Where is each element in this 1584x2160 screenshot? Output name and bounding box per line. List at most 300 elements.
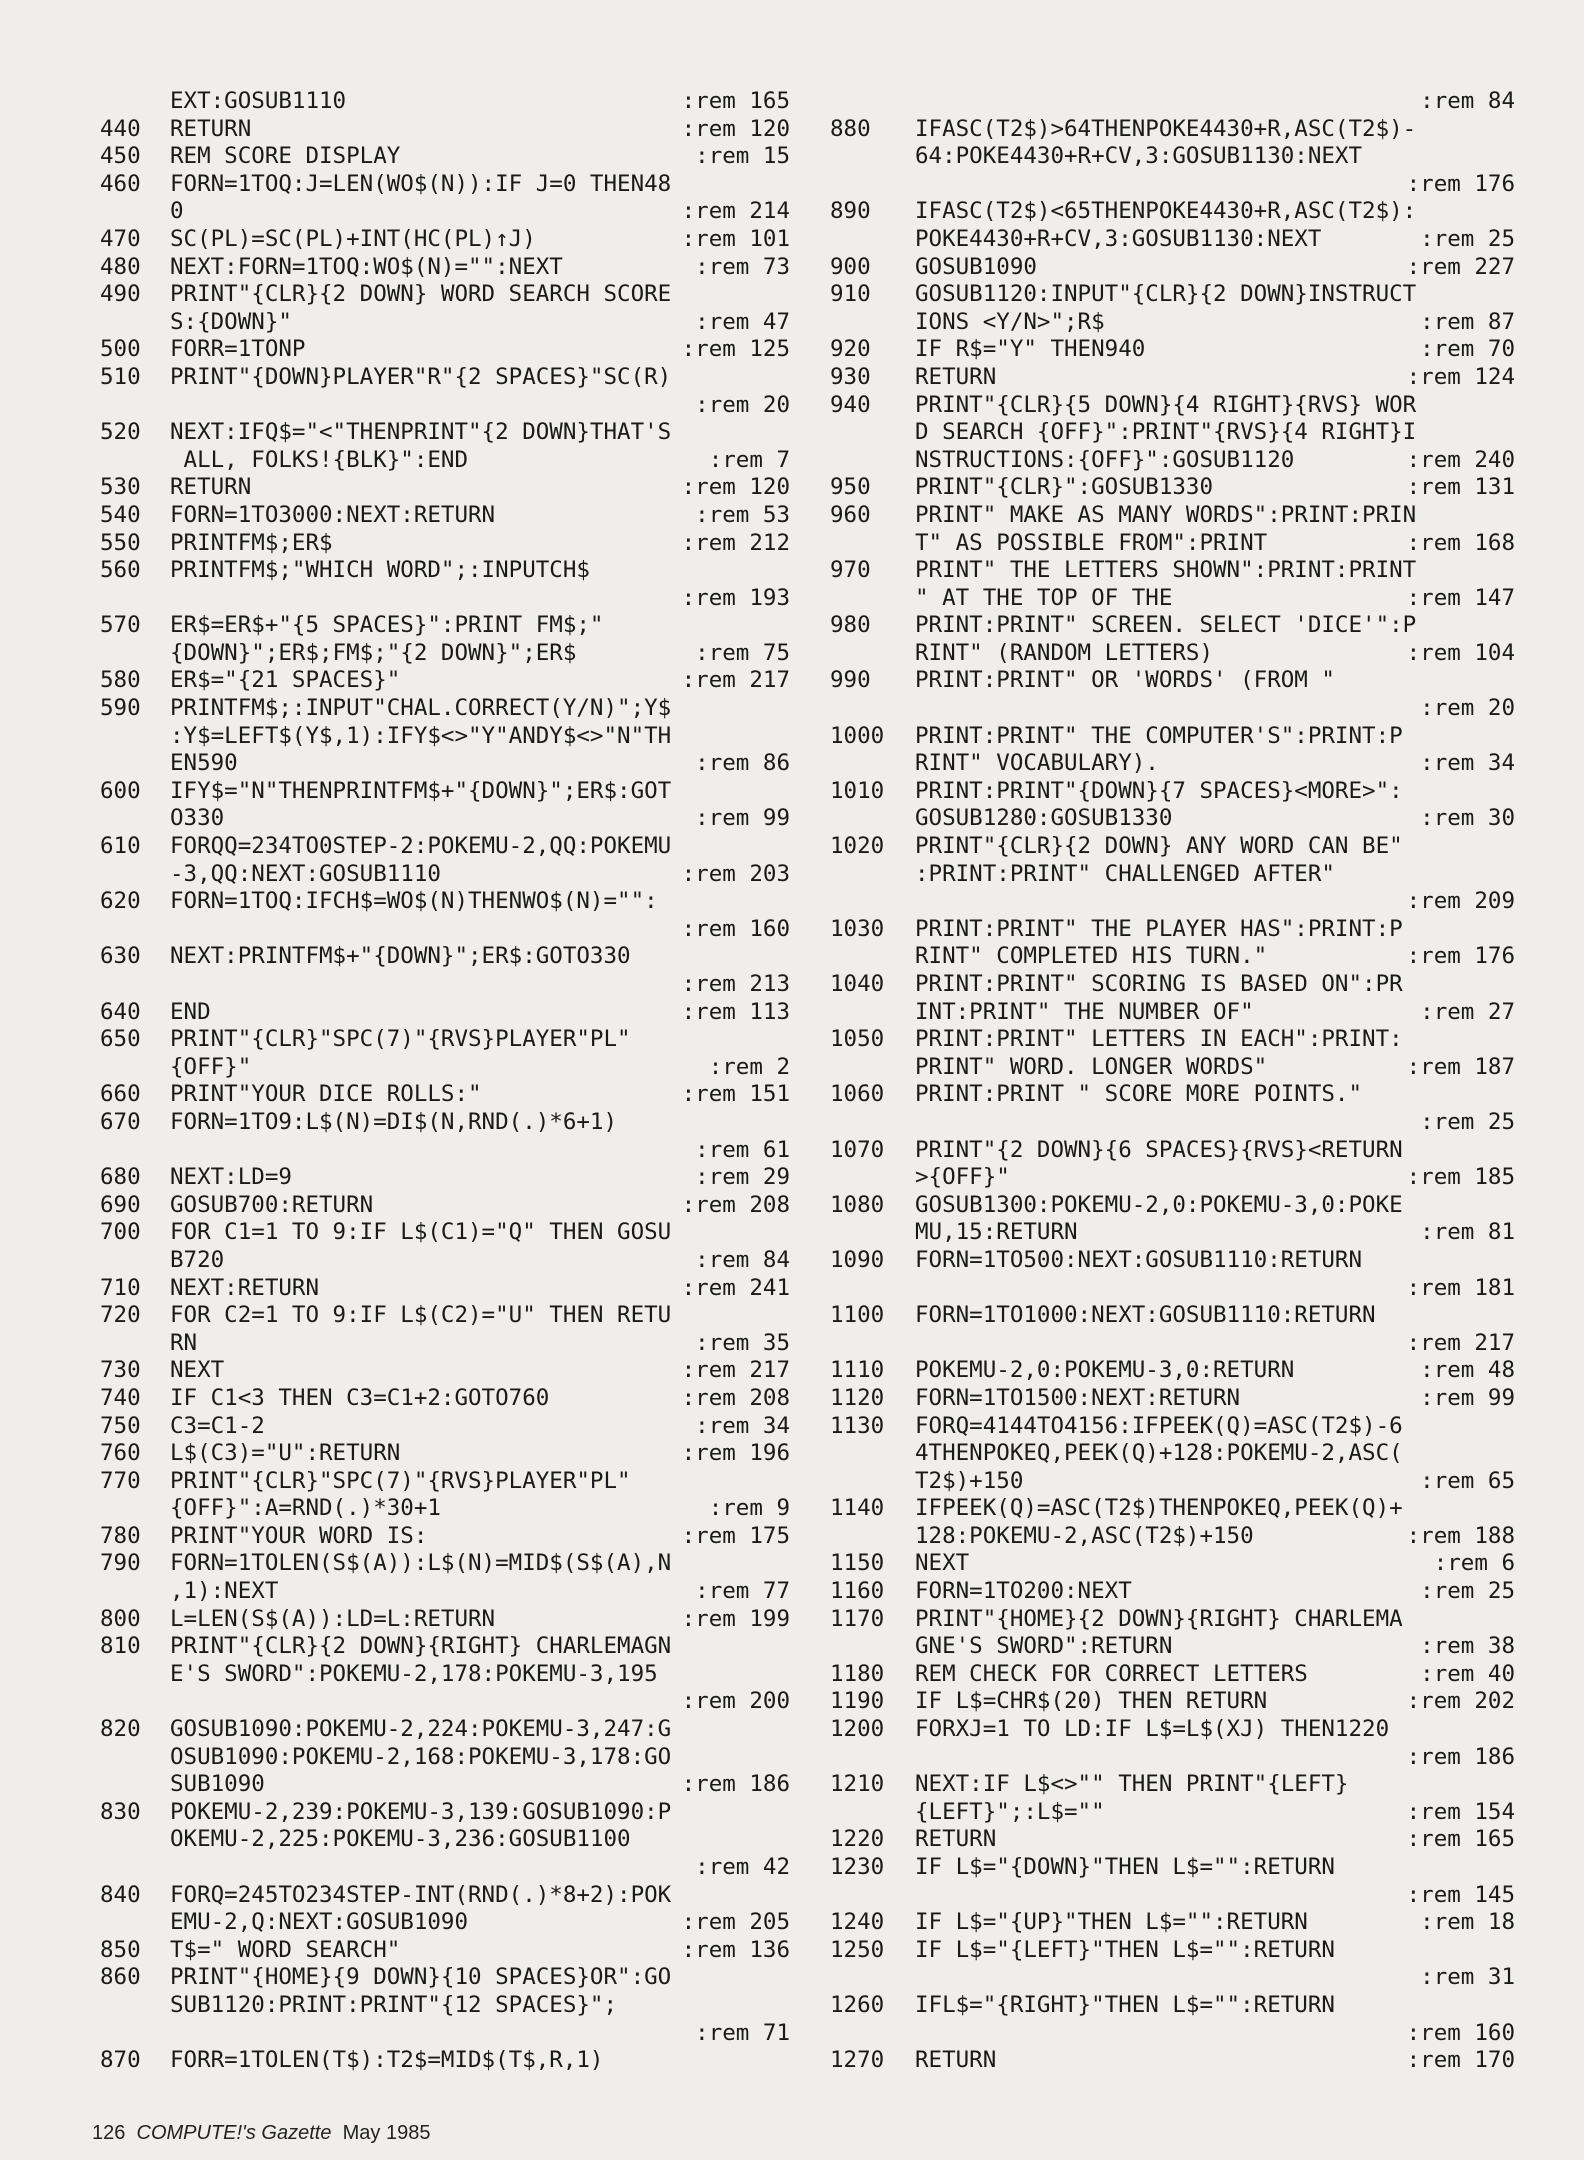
line-number: 700 bbox=[100, 1219, 141, 1246]
code-text: FOR C2=1 TO 9:IF L$(C2)="U" THEN RETU bbox=[170, 1302, 672, 1329]
code-line bbox=[100, 1219, 790, 1247]
code-text: REM CHECK FOR CORRECT LETTERS bbox=[915, 1660, 1308, 1687]
code-line bbox=[830, 447, 1515, 475]
code-line bbox=[100, 1992, 790, 2020]
line-number: 460 bbox=[100, 170, 141, 197]
code-line bbox=[830, 1357, 1515, 1385]
code-line bbox=[830, 612, 1515, 640]
line-number: 890 bbox=[830, 198, 871, 225]
code-line bbox=[830, 254, 1515, 282]
checksum-rem: :rem 87 bbox=[1420, 308, 1515, 335]
code-line bbox=[830, 833, 1515, 861]
code-line bbox=[830, 1468, 1515, 1496]
code-line bbox=[830, 336, 1515, 364]
code-text: RETURN bbox=[170, 474, 252, 501]
code-line bbox=[100, 1302, 790, 1330]
code-text: END bbox=[170, 998, 211, 1025]
line-number: 490 bbox=[100, 281, 141, 308]
code-text: FORN=1TOLEN(S$(A)):L$(N)=MID$(S$(A),N bbox=[170, 1550, 672, 1577]
checksum-rem: :rem 217 bbox=[681, 667, 790, 694]
code-line bbox=[830, 143, 1515, 171]
code-line bbox=[830, 778, 1515, 806]
code-text: FORN=1TOQ:J=LEN(WO$(N)):IF J=0 THEN48 bbox=[170, 170, 672, 197]
line-number: 600 bbox=[100, 777, 141, 804]
checksum-rem: :rem 25 bbox=[1420, 1108, 1515, 1135]
code-text: GOSUB1300:POKEMU-2,0:POKEMU-3,0:POKE bbox=[915, 1191, 1403, 1218]
code-line bbox=[830, 1495, 1515, 1523]
line-number: 780 bbox=[100, 1522, 141, 1549]
checksum-rem: :rem 65 bbox=[1420, 1467, 1515, 1494]
code-line bbox=[100, 254, 790, 282]
code-text: ALL, FOLKS!{BLK}":END bbox=[170, 446, 469, 473]
code-text: IFASC(T2$)>64THENPOKE4430+R,ASC(T2$)- bbox=[915, 115, 1417, 142]
code-line bbox=[100, 2047, 790, 2075]
checksum-rem: :rem 145 bbox=[1406, 1881, 1515, 1908]
checksum-rem: :rem 212 bbox=[681, 529, 790, 556]
code-text: D SEARCH {OFF}":PRINT"{RVS}{4 RIGHT}I bbox=[915, 419, 1417, 446]
code-text: SC(PL)=SC(PL)+INT(HC(PL)↑J) bbox=[170, 225, 536, 252]
code-line bbox=[100, 1771, 790, 1799]
checksum-rem: :rem 165 bbox=[1406, 1826, 1515, 1853]
code-line bbox=[830, 1026, 1515, 1054]
code-line bbox=[830, 281, 1515, 309]
code-text: :PRINT:PRINT" CHALLENGED AFTER" bbox=[915, 860, 1335, 887]
code-line bbox=[830, 1330, 1515, 1358]
checksum-rem: :rem 185 bbox=[1406, 1164, 1515, 1191]
code-line bbox=[100, 861, 790, 889]
line-number: 760 bbox=[100, 1440, 141, 1467]
checksum-rem: :rem 70 bbox=[1420, 336, 1515, 363]
code-text: T$=" WORD SEARCH" bbox=[170, 1936, 401, 1963]
code-line bbox=[830, 1688, 1515, 1716]
code-line bbox=[830, 1771, 1515, 1799]
code-text: PRINT"{CLR}{2 DOWN} ANY WORD CAN BE" bbox=[915, 833, 1403, 860]
code-text: GOSUB1090:POKEMU-2,224:POKEMU-3,247:G bbox=[170, 1716, 672, 1743]
checksum-rem: :rem 187 bbox=[1406, 1053, 1515, 1080]
code-text: FORQ=4144TO4156:IFPEEK(Q)=ASC(T2$)-6 bbox=[915, 1412, 1403, 1439]
checksum-rem: :rem 6 bbox=[1433, 1550, 1515, 1577]
code-line bbox=[830, 1744, 1515, 1772]
code-line bbox=[100, 281, 790, 309]
line-number: 900 bbox=[830, 253, 871, 280]
code-text: PRINT"{CLR}{2 DOWN} WORD SEARCH SCORE bbox=[170, 281, 672, 308]
code-text: NEXT:RETURN bbox=[170, 1274, 320, 1301]
code-text: PRINT:PRINT" OR 'WORDS' (FROM " bbox=[915, 667, 1335, 694]
checksum-rem: :rem 136 bbox=[681, 1936, 790, 1963]
checksum-rem: :rem 38 bbox=[1420, 1633, 1515, 1660]
code-line bbox=[830, 1606, 1515, 1634]
code-text: POKEMU-2,239:POKEMU-3,139:GOSUB1090:P bbox=[170, 1798, 672, 1825]
code-text: RN bbox=[170, 1329, 198, 1356]
line-number: 930 bbox=[830, 363, 871, 390]
line-number: 1100 bbox=[830, 1302, 885, 1329]
code-line bbox=[830, 557, 1515, 585]
code-line bbox=[830, 943, 1515, 971]
code-text: {LEFT}";:L$="" bbox=[915, 1798, 1105, 1825]
line-number: 830 bbox=[100, 1798, 141, 1825]
line-number: 470 bbox=[100, 225, 141, 252]
checksum-rem: :rem 205 bbox=[681, 1909, 790, 1936]
code-line bbox=[830, 1413, 1515, 1441]
line-number: 950 bbox=[830, 474, 871, 501]
code-text: NEXT bbox=[915, 1550, 970, 1577]
code-line bbox=[830, 1523, 1515, 1551]
checksum-rem: :rem 160 bbox=[681, 915, 790, 942]
code-text: OSUB1090:POKEMU-2,168:POKEMU-3,178:GO bbox=[170, 1743, 672, 1770]
checksum-rem: :rem 9 bbox=[708, 1495, 790, 1522]
checksum-rem: :rem 217 bbox=[681, 1357, 790, 1384]
line-number: 980 bbox=[830, 612, 871, 639]
code-line bbox=[100, 1799, 790, 1827]
code-line bbox=[100, 1054, 790, 1082]
line-number: 740 bbox=[100, 1384, 141, 1411]
code-line bbox=[830, 88, 1515, 116]
code-text: IFY$="N"THENPRINTFM$+"{DOWN}";ER$:GOT bbox=[170, 777, 672, 804]
checksum-rem: :rem 34 bbox=[695, 1412, 790, 1439]
checksum-rem: :rem 31 bbox=[1420, 1964, 1515, 1991]
line-number: 800 bbox=[100, 1605, 141, 1632]
code-line bbox=[830, 1992, 1515, 2020]
line-number: 590 bbox=[100, 695, 141, 722]
checksum-rem: :rem 209 bbox=[1406, 888, 1515, 915]
code-text: PRINT"{CLR}"SPC(7)"{RVS}PLAYER"PL" bbox=[170, 1467, 631, 1494]
line-number: 1170 bbox=[830, 1605, 885, 1632]
line-number: 450 bbox=[100, 143, 141, 170]
code-text: " AT THE TOP OF THE bbox=[915, 584, 1173, 611]
code-text: GNE'S SWORD":RETURN bbox=[915, 1633, 1173, 1660]
code-line bbox=[100, 888, 790, 916]
code-line bbox=[830, 392, 1515, 420]
code-text: INT:PRINT" THE NUMBER OF" bbox=[915, 998, 1254, 1025]
line-number: 840 bbox=[100, 1881, 141, 1908]
checksum-rem: :rem 99 bbox=[1420, 1384, 1515, 1411]
code-text: T2$)+150 bbox=[915, 1467, 1024, 1494]
code-text: PRINT"{HOME}{9 DOWN}{10 SPACES}OR":GO bbox=[170, 1964, 672, 1991]
line-number: 1020 bbox=[830, 833, 885, 860]
code-line bbox=[100, 916, 790, 944]
code-text: >{OFF}" bbox=[915, 1164, 1010, 1191]
code-line bbox=[830, 2047, 1515, 2075]
code-text: IFASC(T2$)<65THENPOKE4430+R,ASC(T2$): bbox=[915, 198, 1417, 225]
code-text: FORN=1TOQ:IFCH$=WO$(N)THENWO$(N)="": bbox=[170, 888, 658, 915]
code-line bbox=[830, 1275, 1515, 1303]
line-number: 1240 bbox=[830, 1909, 885, 1936]
line-number: 1030 bbox=[830, 915, 885, 942]
line-number: 580 bbox=[100, 667, 141, 694]
code-text: RINT" VOCABULARY). bbox=[915, 750, 1159, 777]
checksum-rem: :rem 120 bbox=[681, 474, 790, 501]
checksum-rem: :rem 186 bbox=[1406, 1743, 1515, 1770]
code-text: PRINT:PRINT" SCREEN. SELECT 'DICE'":P bbox=[915, 612, 1417, 639]
code-line bbox=[830, 1909, 1515, 1937]
code-text: IF L$=CHR$(20) THEN RETURN bbox=[915, 1688, 1268, 1715]
checksum-rem: :rem 113 bbox=[681, 998, 790, 1025]
code-line bbox=[830, 1440, 1515, 1468]
code-text: PRINT"{CLR}":GOSUB1330 bbox=[915, 474, 1214, 501]
code-text: E'S SWORD":POKEMU-2,178:POKEMU-3,195 bbox=[170, 1660, 658, 1687]
line-number: 690 bbox=[100, 1191, 141, 1218]
checksum-rem: :rem 104 bbox=[1406, 639, 1515, 666]
code-line bbox=[100, 474, 790, 502]
code-line bbox=[100, 1716, 790, 1744]
code-line bbox=[830, 1826, 1515, 1854]
code-text: PRINT:PRINT" SCORING IS BASED ON":PR bbox=[915, 971, 1403, 997]
page-footer bbox=[92, 2122, 430, 2145]
code-text: POKEMU-2,0:POKEMU-3,0:RETURN bbox=[915, 1357, 1295, 1384]
line-number: 960 bbox=[830, 501, 871, 528]
code-line bbox=[100, 1164, 790, 1192]
code-line bbox=[100, 1413, 790, 1441]
checksum-rem: :rem 61 bbox=[695, 1136, 790, 1163]
code-text: FORN=1TO1500:NEXT:RETURN bbox=[915, 1384, 1241, 1411]
code-line bbox=[100, 640, 790, 668]
line-number: 550 bbox=[100, 529, 141, 556]
line-number: 1160 bbox=[830, 1578, 885, 1605]
checksum-rem: :rem 7 bbox=[708, 446, 790, 473]
code-line bbox=[830, 1192, 1515, 1220]
checksum-rem: :rem 200 bbox=[681, 1688, 790, 1715]
line-number: 620 bbox=[100, 888, 141, 915]
code-text: FORN=1TO1000:NEXT:GOSUB1110:RETURN bbox=[915, 1302, 1376, 1329]
code-text: PRINT" WORD. LONGER WORDS" bbox=[915, 1053, 1268, 1080]
code-line bbox=[830, 667, 1515, 695]
code-text: 64:POKE4430+R+CV,3:GOSUB1130:NEXT bbox=[915, 143, 1363, 170]
line-number: 540 bbox=[100, 501, 141, 528]
code-line bbox=[830, 723, 1515, 751]
code-text: FORQQ=234TO0STEP-2:POKEMU-2,QQ:POKEMU bbox=[170, 833, 672, 860]
code-text: C3=C1-2 bbox=[170, 1412, 265, 1439]
line-number: 970 bbox=[830, 557, 871, 584]
listing-column-right bbox=[830, 88, 1515, 2075]
code-text: PRINTFM$;:INPUT"CHAL.CORRECT(Y/N)";Y$ bbox=[170, 695, 672, 722]
code-text: PRINT"{HOME}{2 DOWN}{RIGHT} CHARLEMA bbox=[915, 1605, 1403, 1632]
line-number: 1180 bbox=[830, 1660, 885, 1687]
line-number: 1110 bbox=[830, 1357, 885, 1384]
line-number: 1070 bbox=[830, 1136, 885, 1163]
line-number: 530 bbox=[100, 474, 141, 501]
code-text: POKE4430+R+CV,3:GOSUB1130:NEXT bbox=[915, 225, 1322, 252]
checksum-rem: :rem 199 bbox=[681, 1605, 790, 1632]
checksum-rem: :rem 241 bbox=[681, 1274, 790, 1301]
code-text: MU,15:RETURN bbox=[915, 1219, 1078, 1246]
code-text: RETURN bbox=[915, 363, 997, 390]
line-number: 790 bbox=[100, 1550, 141, 1577]
checksum-rem: :rem 208 bbox=[681, 1384, 790, 1411]
code-text: T" AS POSSIBLE FROM":PRINT bbox=[915, 529, 1268, 556]
code-text: IF L$="{DOWN}"THEN L$="":RETURN bbox=[915, 1854, 1335, 1880]
code-line bbox=[100, 1468, 790, 1496]
line-number: 650 bbox=[100, 1026, 141, 1053]
line-number: 820 bbox=[100, 1716, 141, 1743]
checksum-rem: :rem 40 bbox=[1420, 1660, 1515, 1687]
line-number: 630 bbox=[100, 943, 141, 970]
checksum-rem: :rem 151 bbox=[681, 1081, 790, 1108]
checksum-rem: :rem 18 bbox=[1420, 1909, 1515, 1936]
code-text: NEXT:PRINTFM$+"{DOWN}";ER$:GOTO330 bbox=[170, 943, 631, 970]
code-text: {DOWN}";ER$;FM$;"{2 DOWN}";ER$ bbox=[170, 639, 577, 666]
line-number: 1140 bbox=[830, 1495, 885, 1522]
line-number: 1200 bbox=[830, 1716, 885, 1743]
code-line bbox=[100, 364, 790, 392]
line-number: 1040 bbox=[830, 971, 885, 997]
code-text: PRINT:PRINT " SCORE MORE POINTS." bbox=[915, 1081, 1363, 1108]
code-line bbox=[100, 1688, 790, 1716]
code-line bbox=[830, 1302, 1515, 1330]
code-text: 0 bbox=[170, 198, 184, 225]
code-line bbox=[100, 1661, 790, 1689]
code-line bbox=[100, 1247, 790, 1275]
code-line bbox=[100, 943, 790, 971]
code-line bbox=[100, 1026, 790, 1054]
checksum-rem: :rem 73 bbox=[695, 253, 790, 280]
code-text: IF C1<3 THEN C3=C1+2:GOTO760 bbox=[170, 1384, 550, 1411]
line-number: 670 bbox=[100, 1108, 141, 1135]
code-text: IONS <Y/N>";R$ bbox=[915, 308, 1105, 335]
checksum-rem: :rem 203 bbox=[681, 860, 790, 887]
line-number: 860 bbox=[100, 1964, 141, 1991]
checksum-rem: :rem 125 bbox=[681, 336, 790, 363]
checksum-rem: :rem 99 bbox=[695, 805, 790, 832]
line-number: 1150 bbox=[830, 1550, 885, 1577]
code-line bbox=[830, 171, 1515, 199]
checksum-rem: :rem 120 bbox=[681, 115, 790, 142]
code-line bbox=[100, 1633, 790, 1661]
checksum-rem: :rem 27 bbox=[1420, 998, 1515, 1025]
code-text: FORN=1TO3000:NEXT:RETURN bbox=[170, 501, 496, 528]
checksum-rem: :rem 75 bbox=[695, 639, 790, 666]
code-line bbox=[830, 1578, 1515, 1606]
checksum-rem: :rem 188 bbox=[1406, 1522, 1515, 1549]
code-text: IF R$="Y" THEN940 bbox=[915, 336, 1146, 363]
code-text: EXT:GOSUB1110 bbox=[170, 88, 347, 114]
checksum-rem: :rem 20 bbox=[1420, 695, 1515, 722]
code-text: PRINT"{CLR}"SPC(7)"{RVS}PLAYER"PL" bbox=[170, 1026, 631, 1053]
checksum-rem: :rem 35 bbox=[695, 1329, 790, 1356]
code-line bbox=[100, 585, 790, 613]
code-line bbox=[100, 1192, 790, 1220]
code-line bbox=[100, 1964, 790, 1992]
issue-date: May 1985 bbox=[342, 2122, 431, 2144]
code-text: PRINTFM$;ER$ bbox=[170, 529, 333, 556]
magazine-title: COMPUTE!'s Gazette bbox=[136, 2122, 332, 2144]
code-line bbox=[830, 1882, 1515, 1910]
code-text: NSTRUCTIONS:{OFF}":GOSUB1120 bbox=[915, 446, 1295, 473]
code-text: O330 bbox=[170, 805, 225, 832]
line-number: 560 bbox=[100, 557, 141, 584]
code-text: L=LEN(S$(A)):LD=L:RETURN bbox=[170, 1605, 496, 1632]
checksum-rem: :rem 208 bbox=[681, 1191, 790, 1218]
code-text: PRINT:PRINT" LETTERS IN EACH":PRINT: bbox=[915, 1026, 1403, 1053]
checksum-rem: :rem 77 bbox=[695, 1578, 790, 1605]
code-line bbox=[830, 474, 1515, 502]
code-text: PRINT"YOUR WORD IS: bbox=[170, 1522, 428, 1549]
code-text: FORN=1TO500:NEXT:GOSUB1110:RETURN bbox=[915, 1246, 1363, 1273]
checksum-rem: :rem 124 bbox=[1406, 363, 1515, 390]
checksum-rem: :rem 71 bbox=[695, 2019, 790, 2046]
code-text: ER$=ER$+"{5 SPACES}":PRINT FM$;" bbox=[170, 612, 604, 639]
checksum-rem: :rem 30 bbox=[1420, 805, 1515, 832]
code-text: NEXT:IF L$<>"" THEN PRINT"{LEFT} bbox=[915, 1771, 1349, 1798]
line-number: 680 bbox=[100, 1164, 141, 1191]
checksum-rem: :rem 20 bbox=[695, 391, 790, 418]
code-text: IFPEEK(Q)=ASC(T2$)THENPOKEQ,PEEK(Q)+ bbox=[915, 1495, 1403, 1522]
line-number: 1050 bbox=[830, 1026, 885, 1053]
code-line bbox=[830, 916, 1515, 944]
code-text: FORN=1TO9:L$(N)=DI$(N,RND(.)*6+1) bbox=[170, 1108, 618, 1135]
line-number: 1190 bbox=[830, 1688, 885, 1715]
checksum-rem: :rem 86 bbox=[695, 750, 790, 777]
code-line bbox=[100, 336, 790, 364]
code-text: {OFF}":A=RND(.)*30+1 bbox=[170, 1495, 441, 1522]
code-line bbox=[100, 530, 790, 558]
checksum-rem: :rem 25 bbox=[1420, 225, 1515, 252]
checksum-rem: :rem 217 bbox=[1406, 1329, 1515, 1356]
code-text: 4THENPOKEQ,PEEK(Q)+128:POKEMU-2,ASC( bbox=[915, 1440, 1403, 1467]
checksum-rem: :rem 53 bbox=[695, 501, 790, 528]
code-line bbox=[100, 2020, 790, 2048]
code-text: NEXT:FORN=1TOQ:WO$(N)="":NEXT bbox=[170, 253, 563, 280]
code-line bbox=[100, 1854, 790, 1882]
code-text: PRINT" THE LETTERS SHOWN":PRINT:PRINT bbox=[915, 557, 1417, 584]
code-text: IFL$="{RIGHT}"THEN L$="":RETURN bbox=[915, 1991, 1335, 2018]
line-number: 1230 bbox=[830, 1854, 885, 1880]
code-text: PRINT:PRINT" THE COMPUTER'S":PRINT:P bbox=[915, 722, 1403, 749]
code-text: PRINT"{CLR}{5 DOWN}{4 RIGHT}{RVS} WOR bbox=[915, 391, 1417, 418]
line-number: 440 bbox=[100, 115, 141, 142]
code-text: RETURN bbox=[915, 1826, 997, 1853]
code-line bbox=[100, 750, 790, 778]
code-line bbox=[100, 723, 790, 751]
code-line bbox=[830, 695, 1515, 723]
code-line bbox=[100, 1937, 790, 1965]
code-line bbox=[100, 971, 790, 999]
checksum-rem: :rem 175 bbox=[681, 1522, 790, 1549]
checksum-rem: :rem 240 bbox=[1406, 446, 1515, 473]
code-line bbox=[100, 1606, 790, 1634]
code-line bbox=[100, 1275, 790, 1303]
line-number: 750 bbox=[100, 1412, 141, 1439]
code-line bbox=[830, 640, 1515, 668]
code-text: S:{DOWN}" bbox=[170, 308, 292, 335]
code-text: PRINT:PRINT" THE PLAYER HAS":PRINT:P bbox=[915, 915, 1403, 942]
checksum-rem: :rem 181 bbox=[1406, 1274, 1515, 1301]
code-line bbox=[830, 1164, 1515, 1192]
code-text: FORXJ=1 TO LD:IF L$=L$(XJ) THEN1220 bbox=[915, 1716, 1390, 1743]
checksum-rem: :rem 214 bbox=[681, 198, 790, 225]
checksum-rem: :rem 101 bbox=[681, 225, 790, 252]
code-line bbox=[830, 530, 1515, 558]
code-line bbox=[100, 778, 790, 806]
line-number: 850 bbox=[100, 1936, 141, 1963]
code-text: SUB1120:PRINT:PRINT"{12 SPACES}"; bbox=[170, 1991, 618, 2018]
line-number: 1220 bbox=[830, 1826, 885, 1853]
code-text: OKEMU-2,225:POKEMU-3,236:GOSUB1100 bbox=[170, 1826, 631, 1853]
code-line bbox=[100, 198, 790, 226]
code-line bbox=[100, 805, 790, 833]
checksum-rem: :rem 176 bbox=[1406, 943, 1515, 970]
code-line bbox=[830, 861, 1515, 889]
code-line bbox=[100, 143, 790, 171]
code-text: L$(C3)="U":RETURN bbox=[170, 1440, 401, 1467]
line-number: 920 bbox=[830, 336, 871, 363]
code-line bbox=[100, 502, 790, 530]
code-text: IF L$="{LEFT}"THEN L$="":RETURN bbox=[915, 1936, 1335, 1963]
line-number: 1090 bbox=[830, 1246, 885, 1273]
checksum-rem: :rem 168 bbox=[1406, 529, 1515, 556]
code-line bbox=[100, 1523, 790, 1551]
code-line bbox=[830, 1247, 1515, 1275]
code-text: PRINT" MAKE AS MANY WORDS":PRINT:PRIN bbox=[915, 501, 1417, 528]
